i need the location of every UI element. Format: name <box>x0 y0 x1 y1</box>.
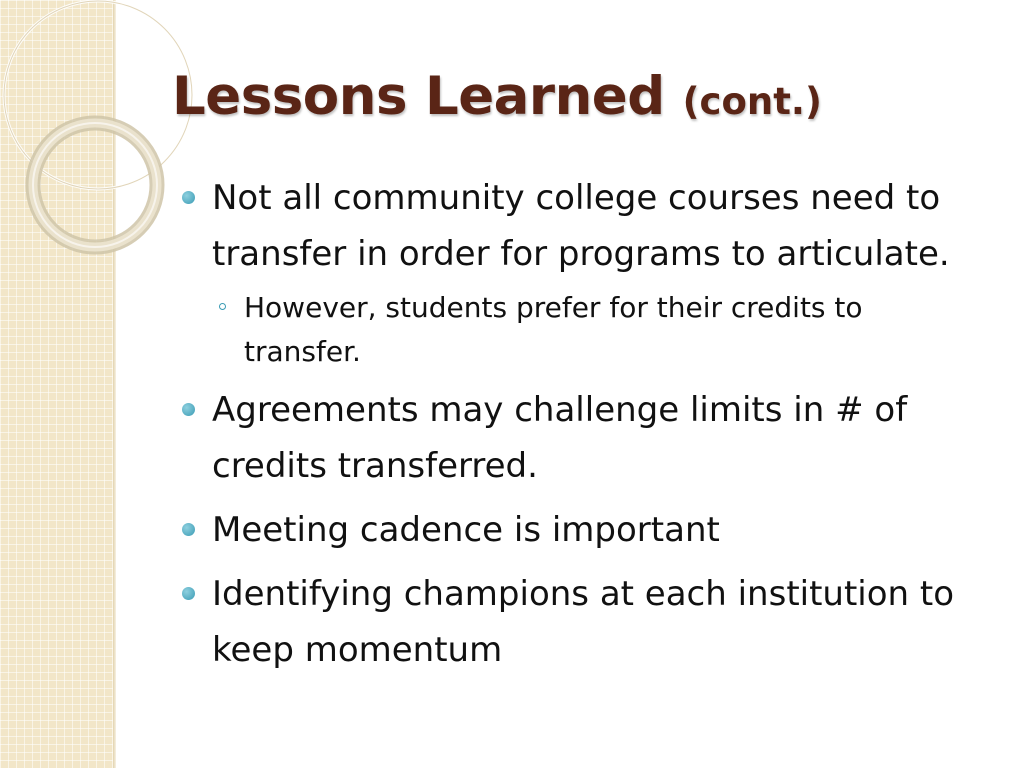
slide-title <box>172 62 822 137</box>
sub-bullet-ring-icon <box>219 303 226 310</box>
bullet-text: Identifying champions at each institution to keep momentum <box>212 574 955 670</box>
sub-bullet-item <box>212 286 982 374</box>
sub-bullet-list <box>212 286 982 374</box>
sub-bullet-text: However, students prefer for their credits to transfer. <box>244 291 863 368</box>
bullet-text: Agreements may challenge limits in # of credits transferred. <box>212 390 908 486</box>
slide-title-suffix: (cont.) <box>682 80 822 123</box>
bullet-dot-icon <box>182 587 195 600</box>
bullet-item <box>182 382 982 494</box>
bullet-item <box>182 170 982 374</box>
bullet-item <box>182 566 982 678</box>
slide-title-main: Lessons Learned <box>172 66 665 127</box>
bullet-item <box>182 502 982 558</box>
bullet-dot-icon <box>182 403 195 416</box>
slide-body <box>182 170 982 686</box>
bullet-dot-icon <box>182 523 195 536</box>
bullet-list <box>182 170 982 678</box>
bullet-text: Not all community college courses need to transfer in order for programs to articulate. <box>212 178 950 274</box>
bullet-text: Meeting cadence is important <box>212 510 720 550</box>
bullet-dot-icon <box>182 191 195 204</box>
